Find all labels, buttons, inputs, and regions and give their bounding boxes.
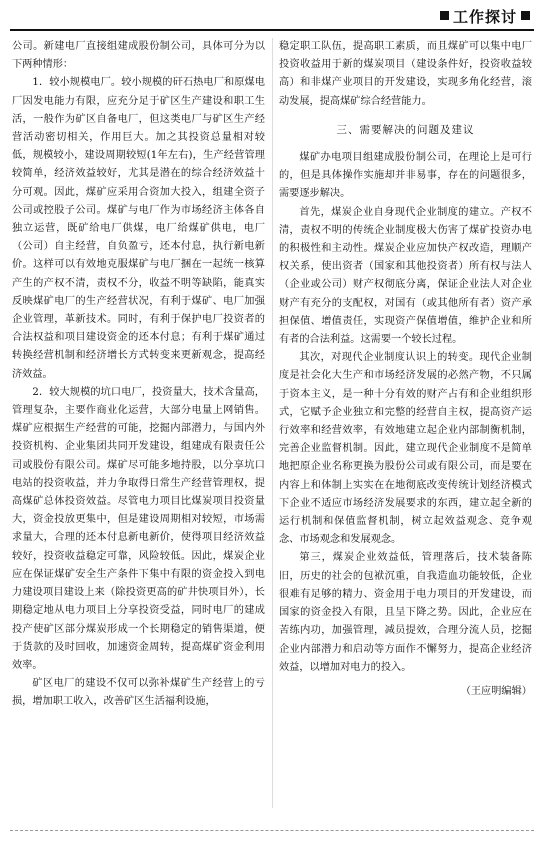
section-header [430, 6, 534, 27]
paragraph: 煤矿办电项目组建成股份制公司，在理论上是可行的，但是具体操作实施却并非易事，存在的问题很多，需要逐步解决。 [279, 152, 532, 200]
paragraph: 矿区电厂的建设不仅可以弥补煤矿生产经营上的亏损，增加职工收入，改善矿区生活福利设施， [12, 678, 265, 708]
right-column [279, 38, 532, 701]
paragraph: 其次，对现代企业制度认识上的转变。现代企业制度是社会化大生产和市场经济发展的必然产物，不只属于资本主义，是一种十分有效的财产占有和企业组织形式，它赋予企业独立和完整的经营自主权，提高资产运行效率和经营效率，有效地建立起企业内部制衡机制，完善企业监督机制。因此，建立现代企业制度不是简单地把原企业名称更换为股份公司或有限公司，而是要在内容上和体制上实实在在地彻底改变传统计划经济模式下企业不适应市场经济发展要求的东西，建立起全新的运行机制和保值监督机制，树立起效益观念、竞争观念、市场观念和发展观念。 [279, 352, 532, 546]
column-divider [272, 38, 273, 808]
article-body [12, 38, 532, 808]
header-rule [10, 29, 534, 31]
left-column [12, 38, 265, 712]
paragraph: 稳定职工队伍，提高职工素质，而且煤矿可以集中电厂投资收益用于新的煤炭项目（建设条件好，投资收益较高）和非煤产业项目的开发建设，实现多角化经营，滚动发展，提高煤矿综合经营能力。 [279, 41, 532, 107]
section-heading: 三、需要解决的问题及建议 [336, 123, 475, 136]
footer-rule [10, 830, 534, 832]
section-title: 工作探讨 [452, 8, 517, 26]
paragraph: 1．较小规模电厂。较小规模的矸石热电厂和原煤电厂因发电能力有限，应充分足于矿区生产建设和职工生活，一般作为矿区自备电厂，但这类电厂与矿区生产经营活动密切相关，作用巨大。加之其投资总量相对较低，规模较小，建设周期较短(1年左右)，生产经营管理较简单，经济效益较好，尤其是潜在的综合经济效益十分可观。因此，煤矿应采用合资加大投入，组建全资子公司或控股子公司。煤矿与电厂作为市场经济主体各自独立运营，既矿给电厂供煤，电厂给煤矿供电，电厂（公司）自主经营，自负盈亏，还本付息，执行新电新价。这样可以有效地克服煤矿与电厂捆在一起统一核算产生的产权不清，责权不分，收益不明等缺陷，能真实反映煤矿电厂的生产经营状况，有利于煤矿、电厂加强企业管理，革新技术。同时，有利于保护电厂投资者的合法权益和项目建设资金的还本付息；有利于煤矿通过转换经营机制和经济增长方式转变来更新观念，提高经济效益。 [12, 77, 265, 380]
editor-credit: （王应明编辑） [460, 685, 532, 697]
square-bullet-icon [440, 11, 449, 20]
square-bullet-icon [521, 11, 530, 20]
paragraph: 第三，煤炭企业效益低，管理落后，技术装备陈旧，历史的社会的包袱沉重，自我造血功能较低，企业很难有足够的精力、资金用于电力项目的开发建设，而国家的资金投入有限，且呈下降之势。因此，企业应在苦练内功，加强管理，减员提效，合理分流人员，挖掘企业内部潜力和启动等方面作不懈努力，提高企业经济效益，以增加对电力的投入。 [279, 552, 532, 673]
paragraph: 首先，煤炭企业自身现代企业制度的建立。产权不清，责权不明的传统企业制度极大伤害了煤矿投资办电的积极性和主动性。煤炭企业应加快产权改造，理顺产权关系，使出资者（国家和其他投资者）所有权与法人（企业或公司）财产权彻底分离，保证企业法人对企业财产有充分的支配权，对国有（或其他所有者）资产承担保值、增值责任，实现资产保值增值，维护企业和所有者的合法利益。这需要一个较长过程。 [279, 206, 532, 346]
paragraph: 公司。新建电厂直接组建成股份制公司，具体可分为以下两种情形： [12, 41, 265, 71]
paragraph: 2．较大规模的坑口电厂，投资量大，技术含量高，管理复杂，主要作商业化运营，大部分电量上网销售。煤矿应根据生产经营的可能，挖掘内部潜力，与国内外投资机构、企业集团共同开发建设，组建成有限责任公司或股份有限公司。煤矿尽可能多地持股，以分享坑口电站的投资收益，并力争取得日常生产经营管理权，提高煤矿总体投资效益。尽管电力项目比煤炭项目投资量大，资金投放更集中，但是建设周期相对较短，市场需求量大，合理的还本付息新电新价，使得项目经济效益较好，投资收益稳定可靠，风险较低。因此，煤炭企业应在保证煤矿安全生产条件下集中有限的资金投入到电力建设项目建设上来（除投资更高的矿井快项目外），长期稳定地从电力项目上分享投资受益，同时电厂的建成投产使矿区部分煤炭形成一个长期稳定的销售渠道，便于货款的及时回收，加速资金周转，提高煤矿资金利用效率。 [12, 386, 265, 671]
